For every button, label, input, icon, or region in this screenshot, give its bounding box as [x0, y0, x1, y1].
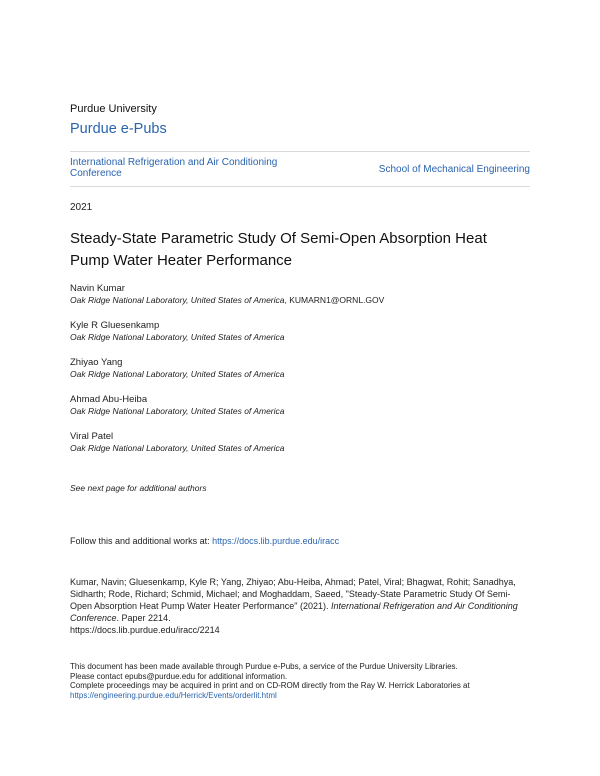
notice-line: Complete proceedings may be acquired in print and on CD-ROM directly from the Ray W. Herrick Laboratories at [70, 681, 470, 690]
citation-paper: . Paper 2214. [116, 613, 171, 623]
author-entry [70, 394, 530, 417]
author-name: Navin Kumar [70, 283, 125, 294]
school-link[interactable]: School of Mechanical Engineering [378, 164, 530, 175]
author-entry [70, 320, 530, 343]
author-name: Kyle R Gluesenkamp [70, 320, 160, 331]
citation-journal: International Refrigeration and Air Conditioning Conference [70, 601, 518, 623]
author-entry [70, 283, 530, 306]
author-entry [70, 357, 530, 380]
conference-link[interactable]: International Refrigeration and Air Conditioning Conference [70, 157, 278, 179]
follow-text: Follow this and additional works at: [70, 536, 213, 546]
citation-block [70, 576, 532, 636]
author-email: KUMARN1@ORNL.GOV [289, 295, 385, 305]
author-affiliation: Oak Ridge National Laboratory, United States of America, KUMARN1@ORNL.GOV [70, 295, 385, 305]
availability-notice [70, 662, 540, 700]
paper-title: Steady-State Parametric Study Of Semi-Open Absorption Heat Pump Water Heater Performance [70, 230, 487, 269]
author-affiliation: Oak Ridge National Laboratory, United States of America [70, 369, 285, 379]
author-name: Zhiyao Yang [70, 357, 123, 368]
author-name: Viral Patel [70, 431, 114, 442]
affiliation-text: Oak Ridge National Laboratory, United States of America [70, 295, 285, 305]
author-entry [70, 431, 530, 454]
additional-authors-note: See next page for additional authors [70, 483, 207, 493]
follow-link[interactable]: https://docs.lib.purdue.edu/iracc [212, 536, 340, 546]
top-divider [70, 151, 530, 152]
repository-link[interactable]: Purdue e-Pubs [70, 121, 167, 137]
herrick-order-link[interactable]: https://engineering.purdue.edu/Herrick/Events/orderlit.html [70, 690, 277, 700]
citation-url: https://docs.lib.purdue.edu/iracc/2214 [70, 625, 220, 635]
notice-line: This document has been made available through Purdue e-Pubs, a service of the Purdue University Libraries. [70, 662, 458, 671]
author-affiliation: Oak Ridge National Laboratory, United States of America [70, 443, 285, 453]
citation-text: Kumar, Navin; Gluesenkamp, Kyle R; Yang, Zhiyao; Abu-Heiba, Ahmad; Patel, Viral; Bhagwat, Rohit; Sanadhya, Sidharth; Rode, Richard; Schmid, Michael; and Moghaddam, Saeed, "Steady-State Parametric Study Of Semi-Open Absorption Heat Pump Water Heater Performance" (2021). [70, 577, 516, 611]
author-name: Ahmad Abu-Heiba [70, 394, 148, 405]
author-affiliation: Oak Ridge National Laboratory, United States of America [70, 332, 285, 342]
notice-line: Please contact epubs@purdue.edu for additional information. [70, 671, 288, 681]
follow-line [70, 536, 339, 546]
university-name: Purdue University [70, 103, 157, 115]
bottom-divider [70, 186, 530, 187]
publication-year: 2021 [70, 202, 93, 213]
author-affiliation: Oak Ridge National Laboratory, United States of America [70, 406, 285, 416]
